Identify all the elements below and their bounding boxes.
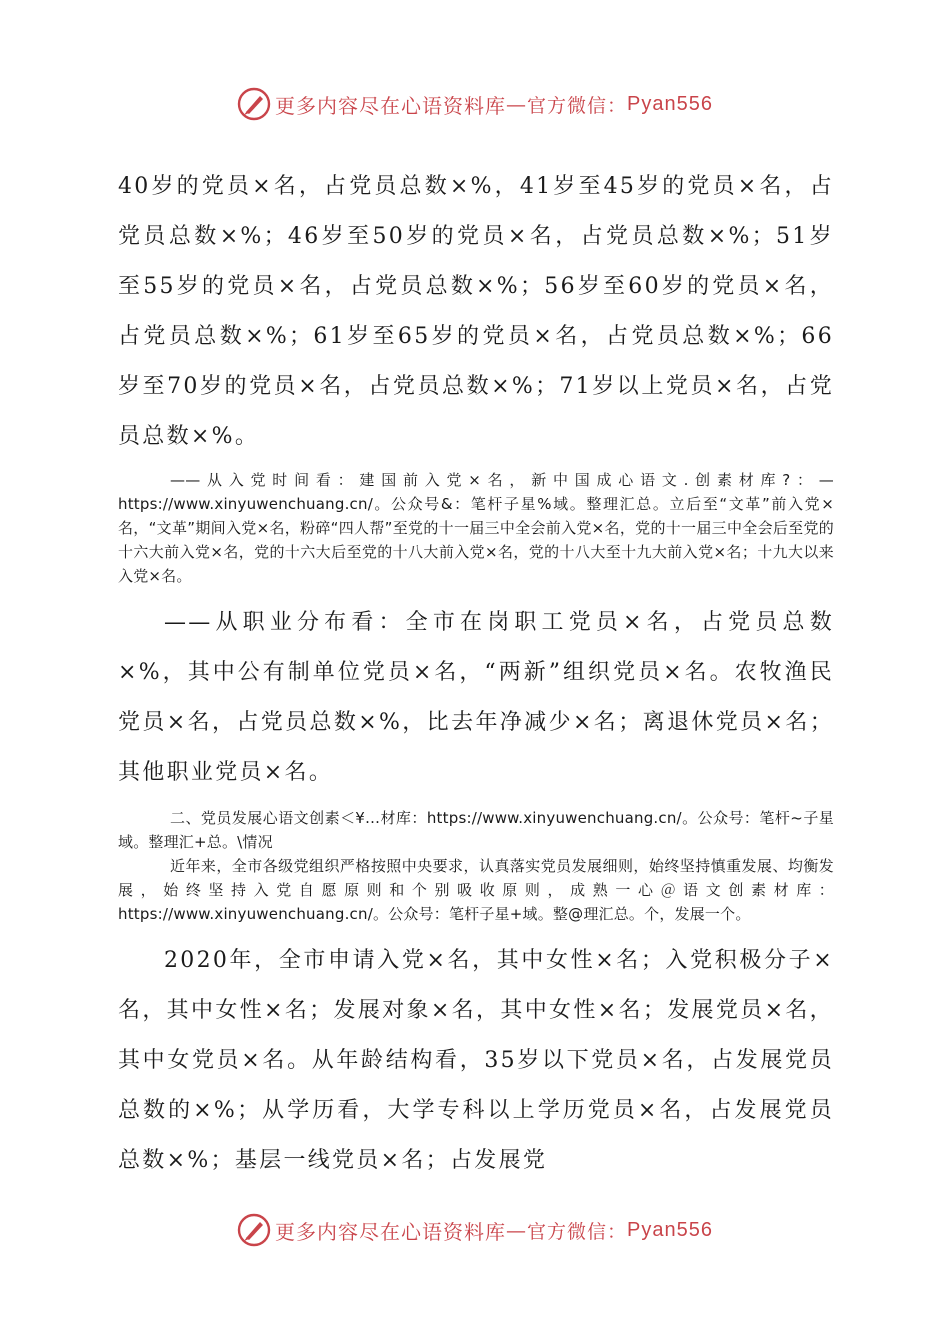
banner-dash: — <box>506 1218 527 1242</box>
pen-logo-icon <box>237 87 271 121</box>
pen-logo-icon <box>237 1213 271 1247</box>
paragraph-join-time: ——从入党时间看：建国前入党×名，新中国成心语文.创素材库?：—https://www.xinyuwenchuang.cn/。公众号&：笔杆子星%域。整理汇总。立后至“文革”前入党×名，“文革”期间入党×名，粉碎“四人帮”至党的十一届三中全会前入党×名，党的十一届三中全会后至党的十六大前入党×名，党的十六大后至党的十八大前入党×名，党的十八大至十九大前入党×名；十九大以来入党×名。 <box>118 471 834 585</box>
banner-brand-text: 更多内容尽在心语资料库 <box>275 1219 506 1244</box>
section-heading-member-development: 二、党员发展心语文创素＜¥…材库：https://www.xinyuwenchuang.cn/。公众号：笔杆~子星域。整理汇+总。\情况 <box>118 809 834 851</box>
banner-brand-text: 更多内容尽在心语资料库 <box>275 93 506 118</box>
document-body <box>118 162 834 1186</box>
banner-wechat-id: Pyan556 <box>627 92 713 115</box>
header-banner <box>0 84 950 124</box>
banner-dash: — <box>506 92 527 116</box>
banner-wechat-id: Pyan556 <box>627 1218 713 1241</box>
footer-banner <box>0 1210 950 1250</box>
paragraph-2020-statistics: 2020年，全市申请入党×名，其中女性×名；入党积极分子×名，其中女性×名；发展对象×名，其中女性×名；发展党员×名，其中女党员×名。从年龄结构看，35岁以下党员×名，占发展党员总数的×%；从学历看，大学专科以上学历党员×名，占发展党员总数×%；基层一线党员×名；占发展党 <box>118 948 834 1173</box>
paragraph-occupation: ——从职业分布看：全市在岗职工党员×名，占党员总数×%，其中公有制单位党员×名，“两新”组织党员×名。农牧渔民党员×名，占党员总数×%，比去年净减少×名；离退休党员×名；其他职业党员×名。 <box>118 610 834 785</box>
banner-official-label: 官方微信： <box>527 94 628 117</box>
banner-official-label: 官方微信： <box>527 1220 628 1243</box>
paragraph-recent-years: 近年来，全市各级党组织严格按照中央要求，认真落实党员发展细则，始终坚持慎重发展、均衡发展，始终坚持入党自愿原则和个别吸收原则，成熟一心＠语文创素材库：https://www.xinyuwenchuang.cn/。公众号：笔杆子星+域。整@理汇总。个，发展一个。 <box>118 857 834 923</box>
paragraph-age-distribution: 40岁的党员×名，占党员总数×%，41岁至45岁的党员×名，占党员总数×%；46岁至50岁的党员×名，占党员总数×%；51岁至55岁的党员×名，占党员总数×%；56岁至60岁的党员×名，占党员总数×%；61岁至65岁的党员×名，占党员总数×%；66岁至70岁的党员×名，占党员总数×%；71岁以上党员×名，占党员总数×%。 <box>118 174 834 449</box>
